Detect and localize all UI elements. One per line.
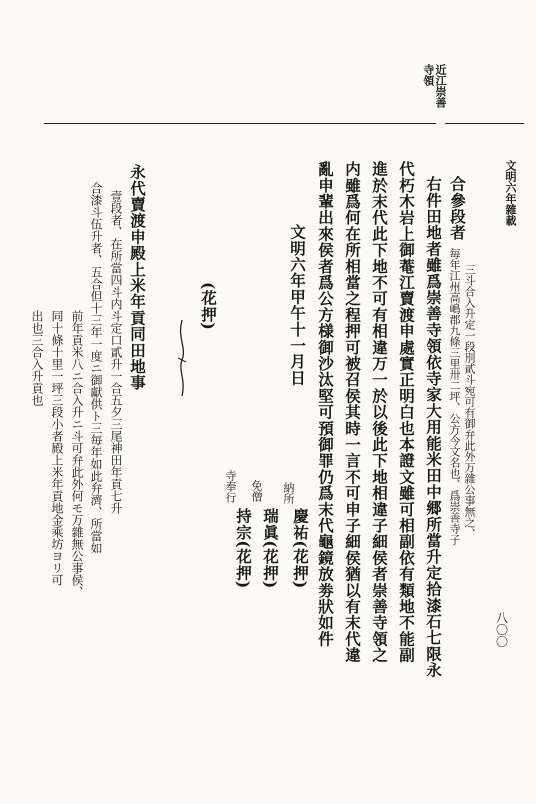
header-title-line: 近江崇善 — [434, 64, 447, 108]
signer-name: 慶祐(花押) — [291, 508, 310, 589]
header-title-line: 寺領 — [421, 64, 435, 86]
doc1-note-line: 毎年江州高嶋郡九條三里卅二坪、公方今文名也、爲崇善寺子 — [448, 248, 461, 545]
doc2-line: 壹段者、在所當四斗内斗定口貳升一合五夕三尾神田年貢七升 — [109, 190, 123, 514]
doc1-date: 文明六年甲午十一月日 — [288, 224, 307, 386]
doc2-line: 同十條十里一坪三段小者殿上米年貢地金乘坊ヨリ可 — [50, 310, 64, 586]
signer-title: 寺奉行 — [224, 470, 237, 503]
doc2-line: 合漆斗伍升者、五合但十三年一度ニ御獻供ト三毎年如此弁濟、所當如 — [89, 182, 103, 554]
signer-title: 免僧 — [250, 480, 263, 502]
date-title: 文明六年雜載 — [504, 160, 517, 226]
header-rule — [44, 123, 436, 124]
kaou-mark: (花押) — [199, 282, 218, 331]
doc1-heading: 合參段者 — [448, 176, 467, 241]
flourish-icon — [175, 318, 189, 398]
doc1-line: 代朽木岩上御菴江賣渡申處實正明白也本證文雖可相副依有類地不能副 — [397, 161, 416, 664]
doc2-line: 前年貢米八ニ合入升ニ斗可弁此外何モ万雜無公事侯、 — [70, 310, 84, 598]
doc2-line: 出也三合入升貢也 — [30, 310, 44, 406]
header-title — [422, 64, 446, 108]
doc1-note-line: 三斗合入升定一段別貳斗宛可有御弁此外万雜公事無之、 — [463, 264, 476, 539]
doc1-line: 右件田地者雖爲崇善寺領依寺家大用能米田中郷所當升定拾漆石七限永 — [424, 176, 443, 679]
page-number: 八〇〇 — [495, 611, 508, 649]
signer-name: 瑞眞(花押) — [261, 508, 280, 589]
header-rule — [445, 123, 524, 124]
signer-title: 納所 — [282, 482, 295, 504]
doc2-heading: 永代賣渡申殿上米年貢同田地事 — [128, 164, 147, 391]
signer-name: 持宗(花押) — [234, 508, 253, 589]
doc1-line: 亂申輩出來侯者爲公方様御沙汰堅可預御罪仍爲末代龜鏡放劵狀如件 — [316, 161, 335, 647]
doc1-line: 進於末代此下地不可有相違万一於以後此下地相違子細侯者崇善寺領之 — [370, 161, 389, 664]
doc1-line: 内雖爲何在所相當之程押可被召侯其時一言不可申子細侯猶以有末代違 — [343, 161, 362, 664]
